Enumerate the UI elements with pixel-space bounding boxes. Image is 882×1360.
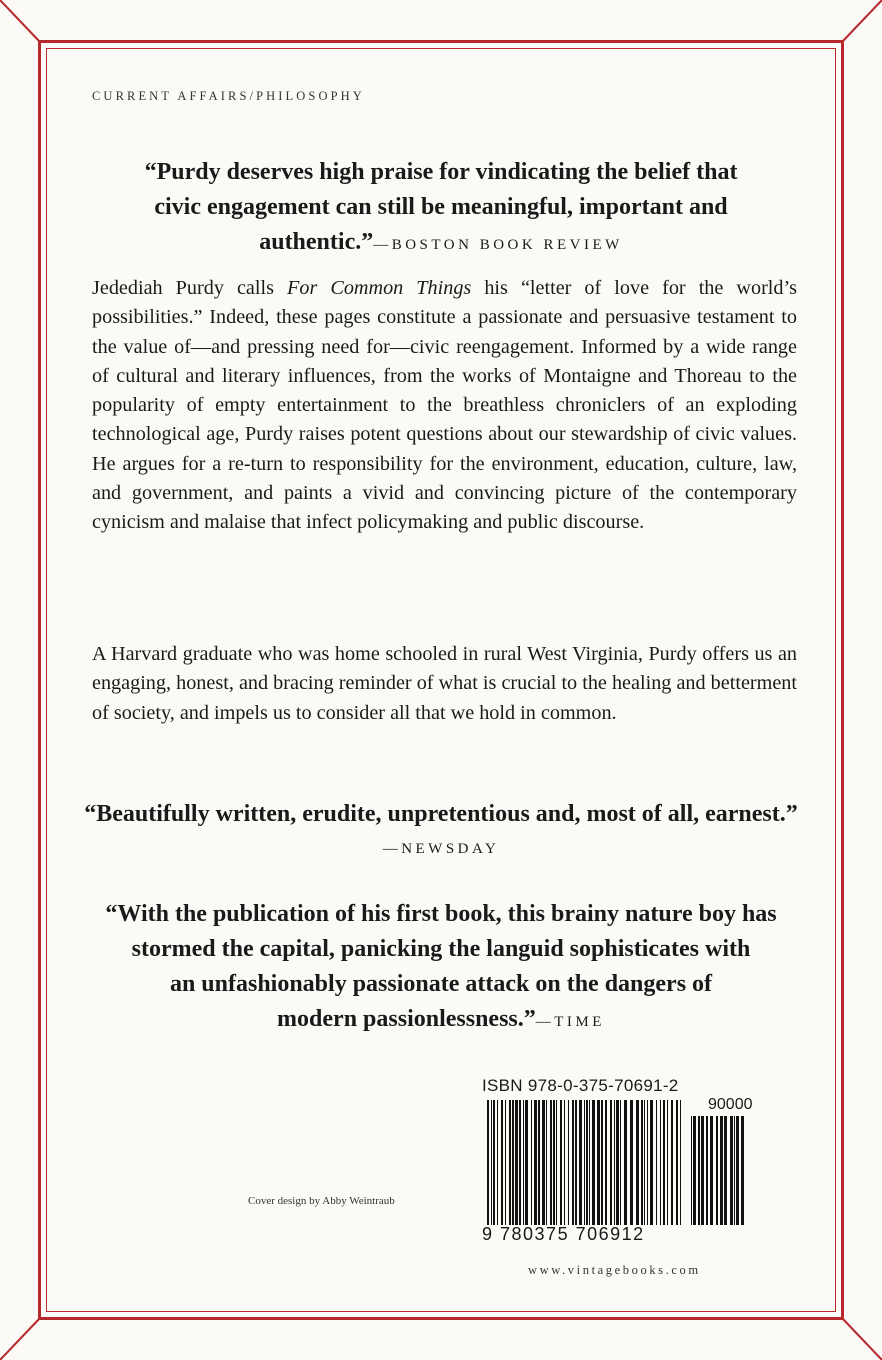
barcode-bar	[546, 1100, 547, 1225]
barcode-bar	[515, 1100, 518, 1225]
barcode-bar	[614, 1100, 615, 1225]
barcode-bar	[487, 1100, 489, 1225]
barcode-bar	[564, 1100, 565, 1225]
barcode-bar	[605, 1100, 607, 1225]
quote-line: civic engagement can still be meaningful, important and	[154, 194, 728, 220]
barcode-bar	[730, 1116, 733, 1225]
barcode-bar	[693, 1116, 696, 1225]
barcode-bar	[568, 1100, 569, 1225]
barcode-bar	[589, 1100, 590, 1225]
quote-line: stormed the capital, panicking the languid sophisticates with	[131, 936, 751, 962]
barcode-bar	[620, 1100, 621, 1225]
barcode-bar	[509, 1100, 511, 1225]
price-code: 90000	[708, 1096, 753, 1113]
barcode-bar	[579, 1100, 582, 1225]
barcode-bar	[741, 1116, 744, 1225]
barcode-bar	[497, 1100, 498, 1225]
book-title: For Common Things	[287, 277, 472, 299]
barcode-bar	[592, 1100, 595, 1225]
barcode-bar	[616, 1100, 619, 1225]
quote-line: “Purdy deserves high praise for vindicating the belief that	[144, 159, 738, 185]
quote-line: “With the publication of his first book, this brainy nature boy has	[105, 901, 777, 927]
barcode-bar	[680, 1100, 681, 1225]
barcode-bar	[597, 1100, 600, 1225]
barcode-bar	[736, 1116, 739, 1225]
barcode-bar	[698, 1116, 700, 1225]
description-paragraph-2: A Harvard graduate who was home schooled in rural West Virginia, Purdy offers us an engaging, honest, and bracing reminder of what is crucial to the healing and betterment of society, and impels us to consider all that we hold in common.	[92, 643, 797, 724]
barcode-bar	[691, 1116, 692, 1225]
quote-line: an unfashionably passionate attack on the dangers of	[169, 971, 713, 997]
barcode-bar	[720, 1116, 723, 1225]
barcode-bar	[630, 1100, 633, 1225]
barcode-bar	[550, 1100, 552, 1225]
review-quote-newsday	[60, 797, 822, 867]
barcode-bar	[641, 1100, 643, 1225]
barcode-bar	[553, 1100, 555, 1225]
price-barcode	[690, 1116, 746, 1225]
barcode-bar	[724, 1116, 727, 1225]
barcode-bar	[601, 1100, 603, 1225]
category-label: CURRENT AFFAIRS/PHILOSOPHY	[92, 89, 365, 103]
barcode-bar	[523, 1100, 524, 1225]
barcode-bar	[505, 1100, 506, 1225]
barcode-bar	[572, 1100, 574, 1225]
barcode-bar	[667, 1100, 668, 1225]
barcode-bar	[706, 1116, 708, 1225]
isbn-barcode	[486, 1100, 686, 1225]
barcode-bar	[650, 1100, 653, 1225]
barcode-bar	[656, 1100, 657, 1225]
publisher-website: www.vintagebooks.com	[528, 1263, 701, 1277]
barcode-digits: 9 780375 706912	[482, 1224, 645, 1244]
barcode-bar	[663, 1100, 665, 1225]
barcode-bar	[531, 1100, 532, 1225]
quote-source: —BOSTON BOOK REVIEW	[373, 237, 623, 253]
review-quote-time	[60, 897, 822, 1040]
quote-line: “Beautifully written, erudite, unpretentious and, most of all, earnest.”	[84, 801, 798, 827]
review-quote-boston	[60, 155, 822, 263]
barcode-bar	[701, 1116, 704, 1225]
barcode-bar	[671, 1100, 673, 1225]
barcode-bar	[624, 1100, 627, 1225]
quote-source: —TIME	[535, 1014, 605, 1030]
cover-credit: Cover design by Abby Weintraub	[248, 1195, 395, 1207]
quote-line: modern passionlessness.”	[277, 1006, 536, 1032]
barcode-bar	[560, 1100, 562, 1225]
barcode-bar	[716, 1116, 718, 1225]
barcode-bar	[491, 1100, 492, 1225]
isbn-number: ISBN 978-0-375-70691-2	[482, 1076, 679, 1095]
quote-line: authentic.”	[259, 229, 374, 255]
barcode-bar	[710, 1116, 713, 1225]
barcode-bar	[556, 1100, 557, 1225]
barcode-bar	[525, 1100, 528, 1225]
barcode-bar	[542, 1100, 545, 1225]
barcode-bar	[676, 1100, 678, 1225]
barcode-bar	[610, 1100, 612, 1225]
barcode-bar	[493, 1100, 495, 1225]
barcode-bar	[586, 1100, 588, 1225]
barcode-bar	[538, 1100, 540, 1225]
description-paragraph-1: Jedediah Purdy calls For Common Things his “letter of love for the world’s possibilities.” Indeed, these pages constitute a passionate and persuasive testament to the value of—and pressing need for—civic reengagement. Informed by a wide range of cultural and literary influences, from the works of Montaigne and Thoreau to the popularity of empty entertainment to the breathless chroniclers of an exploding technological age, Purdy raises potent questions about our stewardship of civic values. He argues for a re-turn to responsibility for the environment, education, culture, law, and government, and paints a vivid and convincing picture of the contemporary cynicism and malaise that infect policymaking and public discourse.	[92, 277, 797, 534]
quote-source: —NEWSDAY	[382, 841, 500, 857]
barcode-bar	[647, 1100, 648, 1225]
barcode-bar	[501, 1100, 503, 1225]
barcode-bar	[734, 1116, 735, 1225]
barcode-bar	[584, 1100, 585, 1225]
barcode-bar	[534, 1100, 537, 1225]
barcode-bar	[519, 1100, 521, 1225]
barcode-bar	[575, 1100, 577, 1225]
barcode-bar	[660, 1100, 661, 1225]
barcode-bar	[636, 1100, 639, 1225]
barcode-bar	[644, 1100, 645, 1225]
barcode-bar	[512, 1100, 514, 1225]
